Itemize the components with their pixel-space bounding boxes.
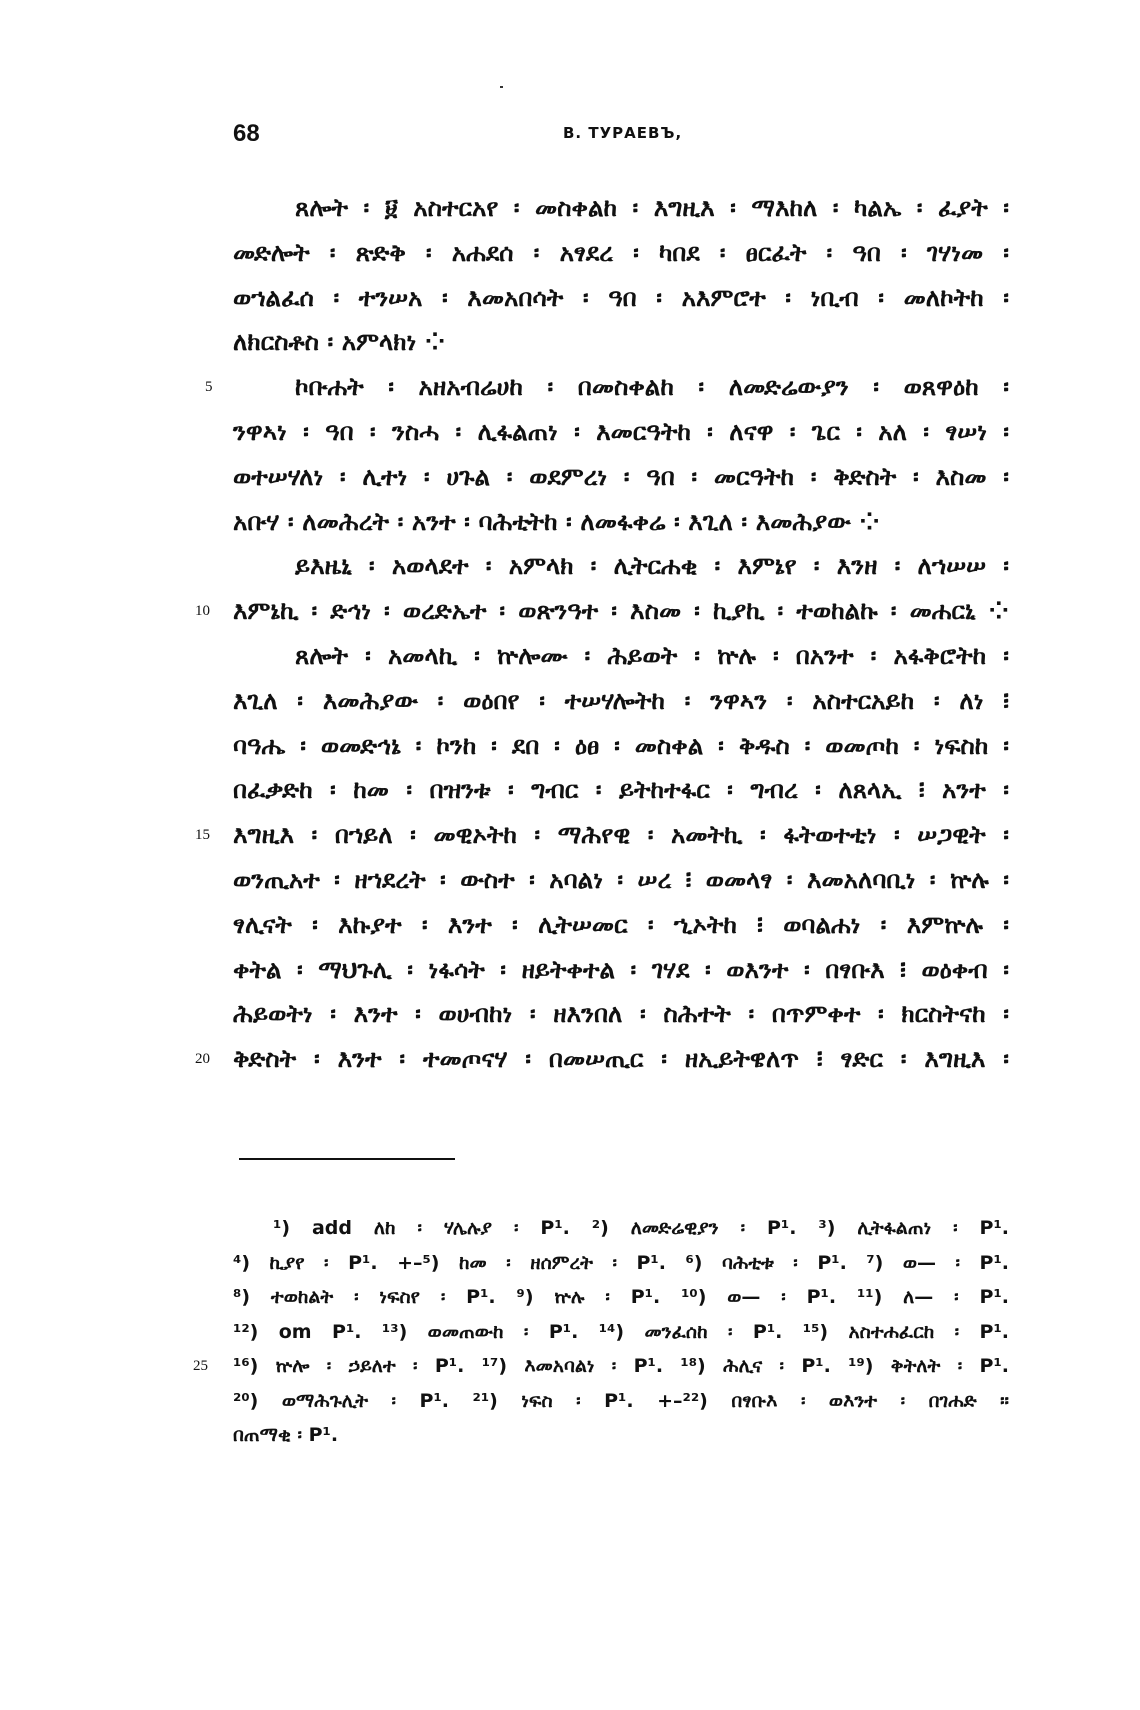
line-text: እምኔኪ ፡ ድኅነ ፡ ወረድኤተ ፡ ወጽንዓተ ፡ እስመ ፡ ኪያኪ ፡ ተወከልኩ ፡ መሐርኒ ⁘ bbox=[233, 596, 1009, 626]
line-number: 25 bbox=[193, 1358, 208, 1374]
page-header bbox=[233, 120, 1009, 160]
line-number: 5 bbox=[205, 379, 213, 396]
line-text: ይእዜኒ ፡ አወላደተ ፡ አምላክ ፡ ሊትርሐቂ ፡ እምኔየ ፡ እንዘ ፡ ለኀሠሠ ፡ bbox=[295, 551, 1009, 581]
line-text: እግዚእ ፡ በኀይለ ፡ መዊኦትከ ፡ ማሕየዊ ፡ አመትኪ ፡ ፋትወተቲነ ፡ ሠጋዊት ፡ bbox=[233, 820, 1009, 850]
footnotes bbox=[193, 1211, 1009, 1453]
footnote-line bbox=[233, 1315, 1009, 1350]
line-text: ለክርስቶስ ፡ አምላክነ ⁘ bbox=[233, 327, 446, 357]
line-text: ወተሠሃለነ ፡ ሊተነ ፡ ሀጉል ፡ ወደምረነ ፡ ዓበ ፡ መርዓትከ ፡ ቅድስት ፡ እስመ ፡ bbox=[233, 461, 1009, 491]
text-line bbox=[233, 634, 1009, 679]
line-text: አቡሃ ፡ ለመሕረት ፡ አንተ ፡ ባሕቲትከ ፡ ለመፋቀሬ ፡ እጊለ ፡ እመሕያው ⁘ bbox=[233, 506, 880, 536]
footnote-line bbox=[233, 1280, 1009, 1315]
text-line bbox=[233, 320, 1009, 365]
text-line bbox=[233, 500, 1009, 545]
footnote-text: ⁸) ተወከልት ፡ ነፍስየ ፡ P¹. ⁹) ኵሉ ፡ P¹. ¹⁰) ወ— ፡ P¹. ¹¹) ለ— ፡ P¹. bbox=[233, 1286, 1009, 1308]
page-speck bbox=[500, 86, 503, 88]
text-line bbox=[233, 768, 1009, 813]
text-line bbox=[233, 948, 1009, 993]
text-line bbox=[233, 455, 1009, 500]
running-head: В. ТУРАЕВЪ, bbox=[563, 124, 683, 142]
line-number: 10 bbox=[195, 603, 210, 620]
footnote-text: ¹) add ለከ ፡ ሃሌሉያ ፡ P¹. ²) ለመድሬዊያን ፡ P¹. ³) ሊትፋልጠነ ፡ P¹. bbox=[273, 1217, 1009, 1239]
text-line bbox=[233, 992, 1009, 1037]
line-text: ንዋኣነ ፡ ዓበ ፡ ንስሓ ፡ ሊፋልጠነ ፡ እመርዓትከ ፡ ለናዋ ፡ ጌር ፡ አለ ፡ ፃሠነ ፡ bbox=[233, 416, 1009, 446]
text-line bbox=[195, 589, 1009, 634]
line-number: 20 bbox=[195, 1051, 210, 1068]
line-text: እጊለ ፡ እመሕያው ፡ ወዕበየ ፡ ተሠሃሎትከ ፡ ንዋኣን ፡ አስተርአይከ ፡ ለነ ፧ bbox=[233, 685, 1009, 715]
line-text: መድሎት ፡ ጽድቅ ፡ አሐደሰ ፡ አፃደረ ፡ ካበደ ፡ ፀርፈት ፡ ዓበ ፡ ገሃነመ ፡ bbox=[233, 237, 1009, 267]
footnote-text: ¹²) om P¹. ¹³) ወመጠውከ ፡ P¹. ¹⁴) መንፈሰከ ፡ P¹. ¹⁵) አስተሐፈርከ ፡ P¹. bbox=[233, 1320, 1009, 1343]
footnote-line bbox=[233, 1418, 1009, 1453]
text-line bbox=[205, 365, 1009, 410]
footnote-rule bbox=[239, 1158, 455, 1160]
text-line bbox=[233, 679, 1009, 724]
text-line bbox=[233, 276, 1009, 321]
line-text: ፃሊናት ፡ እኩያተ ፡ እንተ ፡ ሊትሠመር ፡ ኂኦትከ ፧ ወባልሐነ ፡ እምኵሉ ፡ bbox=[233, 909, 1009, 939]
text-line bbox=[233, 410, 1009, 455]
footnote-text: በጠማቂ ፡ P¹. bbox=[233, 1424, 339, 1446]
text-line bbox=[195, 1037, 1009, 1082]
body-text bbox=[195, 186, 1009, 1082]
page-number: 68 bbox=[233, 120, 260, 147]
line-text: ወንጢአተ ፡ ዘኀደረት ፡ ውስተ ፡ አባልነ ፡ ሠረ ፧ ወመላፃ ፡ እመአለባቢነ ፡ ኵሉ ፡ bbox=[233, 864, 1009, 894]
text-line bbox=[233, 903, 1009, 948]
footnote-line bbox=[233, 1246, 1009, 1281]
line-number: 15 bbox=[195, 827, 210, 844]
footnote-line bbox=[233, 1384, 1009, 1419]
footnote-line bbox=[233, 1211, 1009, 1246]
line-text: ኮቡሐት ፡ አዘአብሬሀከ ፡ በመስቀልከ ፡ ለመድሬውያን ፡ ወጸዋዕከ ፡ bbox=[295, 372, 1009, 402]
footnote-text: ⁴) ኪያየ ፡ P¹. +–⁵) ከመ ፡ ዘሰምረት ፡ P¹. ⁶) ባሕቲቱ ፡ P¹. ⁷) ወ— ፡ P¹. bbox=[233, 1251, 1009, 1274]
line-text: ቀትል ፡ ማህጉሊ ፡ ነፋሳት ፡ ዘይትቀተል ፡ ገሃደ ፡ ወእንተ ፡ በፃቡእ ፧ ወዕቀብ ፡ bbox=[233, 954, 1009, 984]
text-line bbox=[233, 186, 1009, 231]
text-line bbox=[233, 544, 1009, 589]
line-text: ባዓሔ ፡ ወመድኅኔ ፡ ኮንከ ፡ ደበ ፡ ዕፀ ፡ መስቀል ፡ ቅዱስ ፡ ወመጦከ ፡ ነፍስከ ፡ bbox=[233, 730, 1009, 760]
text-line bbox=[233, 858, 1009, 903]
line-text: ቅድስት ፡ እንተ ፡ ተመጦናሃ ፡ በመሠጢር ፡ ዘኢይትዌለጥ ፧ ፃድር ፡ እግዚእ ፡ bbox=[233, 1044, 1009, 1074]
line-text: ጸሎት ፡ አመላኪ ፡ ኵሎሙ ፡ ሕይወት ፡ ኵሉ ፡ በአንተ ፡ አፋቅሮትከ ፡ bbox=[295, 640, 1009, 670]
text-line bbox=[233, 231, 1009, 276]
footnote-line bbox=[193, 1349, 1009, 1384]
footnote-text: ²⁰) ወማሕጉሊት ፡ P¹. ²¹) ነፍስ ፡ P¹. +–²²) በፃቡእ ፡ ወእንተ ፡ በገሐድ ። bbox=[233, 1389, 1009, 1412]
line-text: ጸሎት ፡ ፱ አስተርአየ ፡ መስቀልከ ፡ እግዚእ ፡ ማእከለ ፡ ካልኤ ፡ ፈያት ፡ bbox=[295, 193, 1009, 222]
line-text: ወኀልፈሰ ፡ ተንሠአ ፡ እመአበሳት ፡ ዓበ ፡ አእምሮተ ፡ ነቢብ ፡ መለኮትከ ፡ bbox=[233, 282, 1009, 312]
footnote-text: ¹⁶) ኵሎ ፡ ኃይለተ ፡ P¹. ¹⁷) እመአባልነ ፡ P¹. ¹⁸) ሕሊና ፡ P¹. ¹⁹) ቅትለት ፡ P¹. bbox=[233, 1355, 1009, 1377]
line-text: በፈቃድከ ፡ ከመ ፡ በዝንቱ ፡ ግብር ፡ ይትከተፋር ፡ ግብረ ፡ ለጸላኢ ፧ አንተ ፡ bbox=[233, 775, 1009, 805]
line-text: ሕይወትነ ፡ እንተ ፡ ወሀብከነ ፡ ዘእንበለ ፡ ስሕተት ፡ በጥምቀተ ፡ ክርስትናከ ፡ bbox=[233, 999, 1009, 1029]
text-line bbox=[233, 724, 1009, 769]
text-line bbox=[195, 813, 1009, 858]
